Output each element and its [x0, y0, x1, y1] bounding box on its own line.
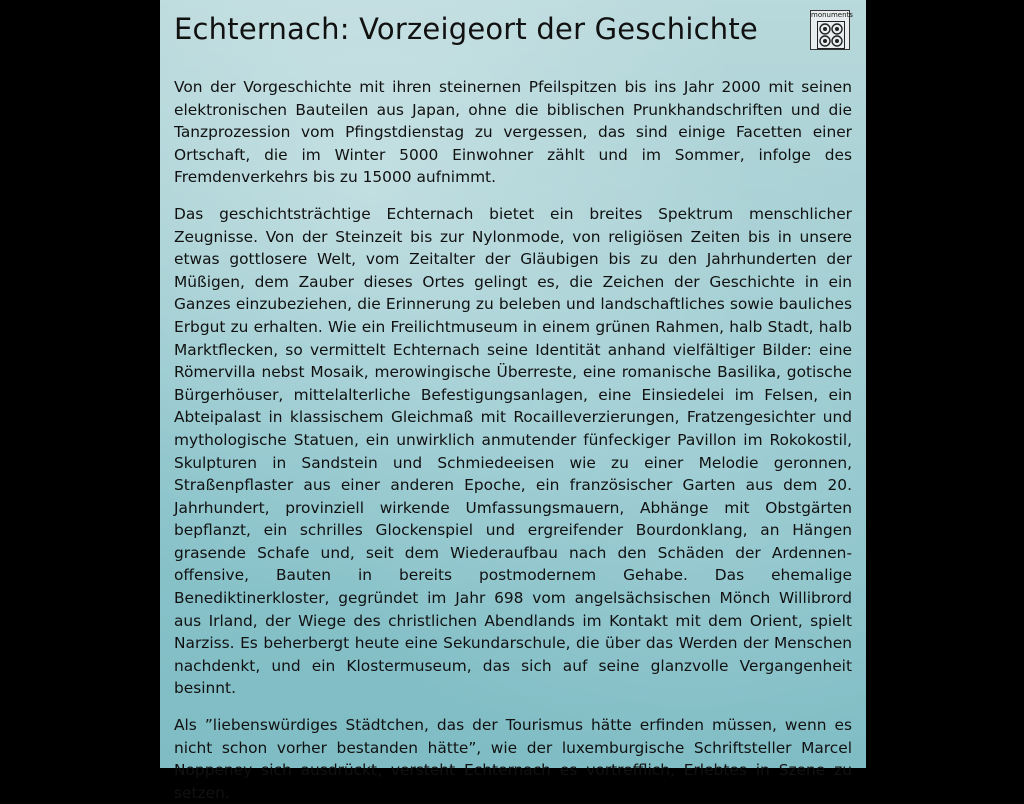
board-title: Echternach: Vorzeigeort der Geschichte [174, 12, 758, 46]
board-header [174, 8, 852, 52]
monument-emblem-icon [817, 21, 845, 49]
board-text [174, 76, 852, 804]
monuments-logo [810, 10, 853, 50]
monuments-logo-label: monuments [811, 11, 853, 19]
information-board [160, 0, 866, 802]
paragraph-intro: Von der Vorgeschichte mit ihren steinernen Pfeilspitzen bis ins Jahr 2000 mit seinen elektronischen Bauteilen aus Japan, ohne die biblischen Prunkhandschriften und die Tanzprozession vom Pfingstdienstag zu vergessen, das sind einige Facetten einer Ortschaft, die im Winter 5000 Einwohner zählt und im Sommer, infolge des Fremdenverkehrs bis zu 15000 aufnimmt. [174, 78, 852, 187]
paragraph-history: Das geschichtsträchtige Echternach bietet ein breites Spektrum menschlicher Zeugnisse. Von der Steinzeit bis zur Nylonmode, von religiösen Zeiten bis in unsere etwas gottlosere Welt, vom Zeitalter der Gläubigen bis zu den Jahrhunderten der Müßigen, dem Zauber dieses Ortes gelingt es, die Zeichen der Geschichte in ein Ganzes einzubeziehen, die Erinnerung zu beleben und landschaftliches sowie bauliches Erbgut zu erhalten. Wie ein Freilichtmuseum in einem grünen Rahmen, halb Stadt, halb Marktflecken, so vermittelt Echternach seine Identität anhand vielfältiger Bilder: eine Römervilla nebst Mosaik, merowingische Überreste, eine romanische Basilika, gotische Bürgerhöuser, mittelalterliche Befestigungsanlagen, eine Einsiedelei im Felsen, ein Abteipalast in klassischem Gleichmaß mit Rocailleverzierungen, Fratzengesichter und mythologische Statuen, ein unwirklich anmutender fünfeckiger Pavillon im Rokokostil, Skulpturen in Sandstein und Schmiedeeisen wie zu einer Melodie geronnen, Straßenpflaster aus einer anderen Epoche, ein französischer Garten aus dem 20. Jahrhundert, provinziell wirkende Umfassungsmauern, Abhänge mit Obstgärten bepflanzt, ein schrilles Glockenspiel und ergreifender Bourdonklang, an Hängen grasende Schafe und, seit dem Wiederaufbau nach den Schäden der Ardennenoffensive, Bauten in bereits postmodernem Gehabe. Das ehemalige Benediktinerkloster, gegründet im Jahr 698 vom angelsächsischen Mönch Willibrord aus Irland, der Wiege des christlichen Abendlands im Kontakt mit dem Orient, spielt Narziss. Es beherbergt heute eine Sekundarschule, die über das Werden der Menschen nachdenkt, und ein Klostermuseum, das sich auf seine glanzvolle Vergangenheit besinnt. [174, 204, 852, 698]
paragraph-quote: Als ”liebenswürdiges Städtchen, das der Tourismus hätte erfinden müssen, wenn es nicht schon vorher bestanden hätte”, wie der luxemburgische Schriftsteller Marcel Noppeney sich ausdrückt, versteht Echternach es vortrefflich, Erlebtes in Szene zu setzen. [174, 716, 852, 802]
